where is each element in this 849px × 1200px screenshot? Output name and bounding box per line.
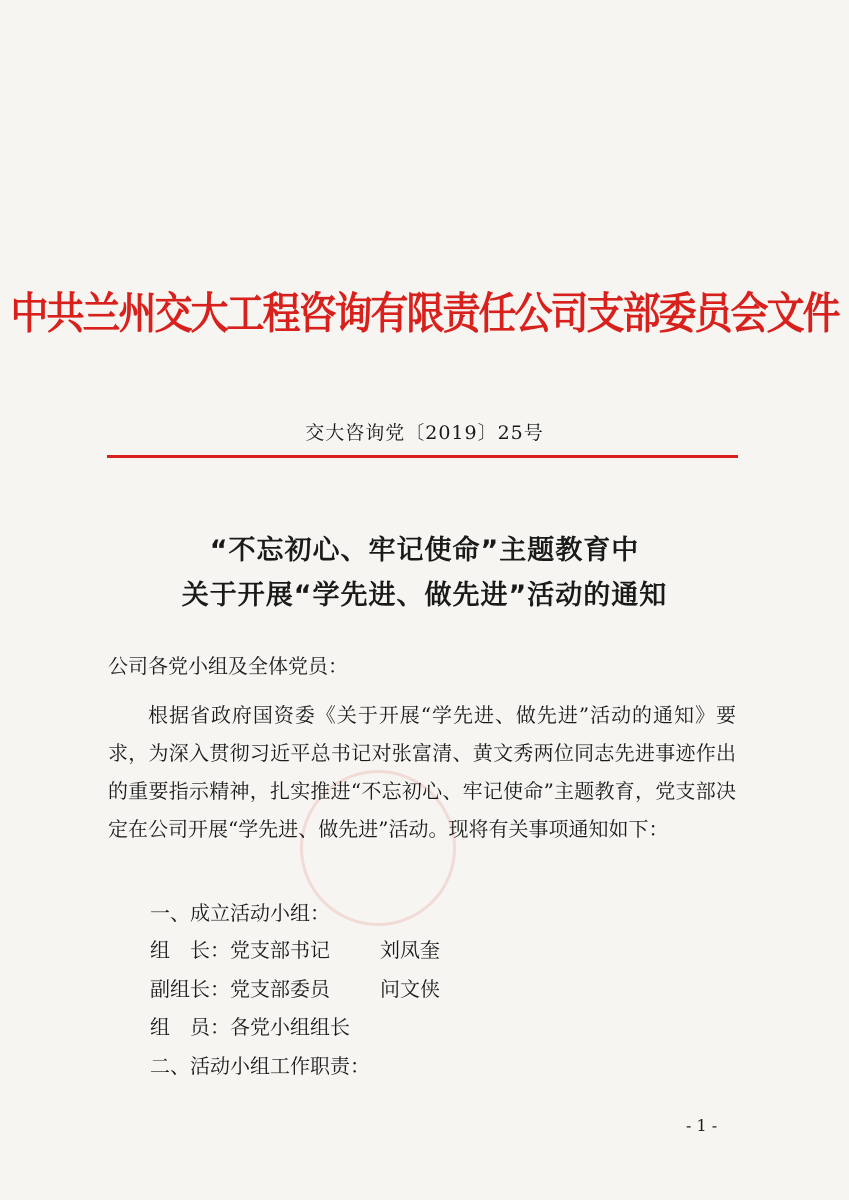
- role-label: 组 长：党支部书记: [150, 938, 330, 962]
- salutation: 公司各党小组及全体党员：: [108, 654, 348, 678]
- section-heading-2: 二、活动小组工作职责：: [150, 1054, 370, 1078]
- section-heading-1: 一、成立活动小组：: [150, 901, 330, 925]
- body-paragraph: 根据省政府国资委《关于开展“学先进、做先进”活动的通知》要求，为深入贯彻习近平总书记对张富清、黄文秀两位同志先进事迹作出的重要指示精神，扎实推进“不忘初心、牢记使命”主题教育，党支部决定在公司开展“学先进、做先进”活动。现将有关事项通知如下：: [108, 703, 736, 841]
- role-person: 问文侠: [380, 977, 440, 1001]
- role-row-members: [150, 1011, 350, 1040]
- org-header-title: 中共兰州交大工程咨询有限责任公司支部委员会文件: [10, 287, 839, 339]
- role-row-deputy: [150, 973, 440, 1002]
- red-divider-line: [107, 455, 738, 458]
- notice-title-line2: 关于开展“学先进、做先进”活动的通知: [181, 580, 668, 611]
- document-number: 交大咨询党〔2019〕25号: [305, 422, 544, 444]
- role-row-leader: [150, 934, 440, 963]
- role-label: 组 员：各党小组组长: [150, 1015, 350, 1039]
- page-number: - 1 -: [686, 1116, 718, 1135]
- role-person: 刘凤奎: [380, 938, 440, 962]
- role-label: 副组长：党支部委员: [150, 977, 330, 1001]
- notice-title-line1: “不忘初心、牢记使命”主题教育中: [209, 535, 640, 566]
